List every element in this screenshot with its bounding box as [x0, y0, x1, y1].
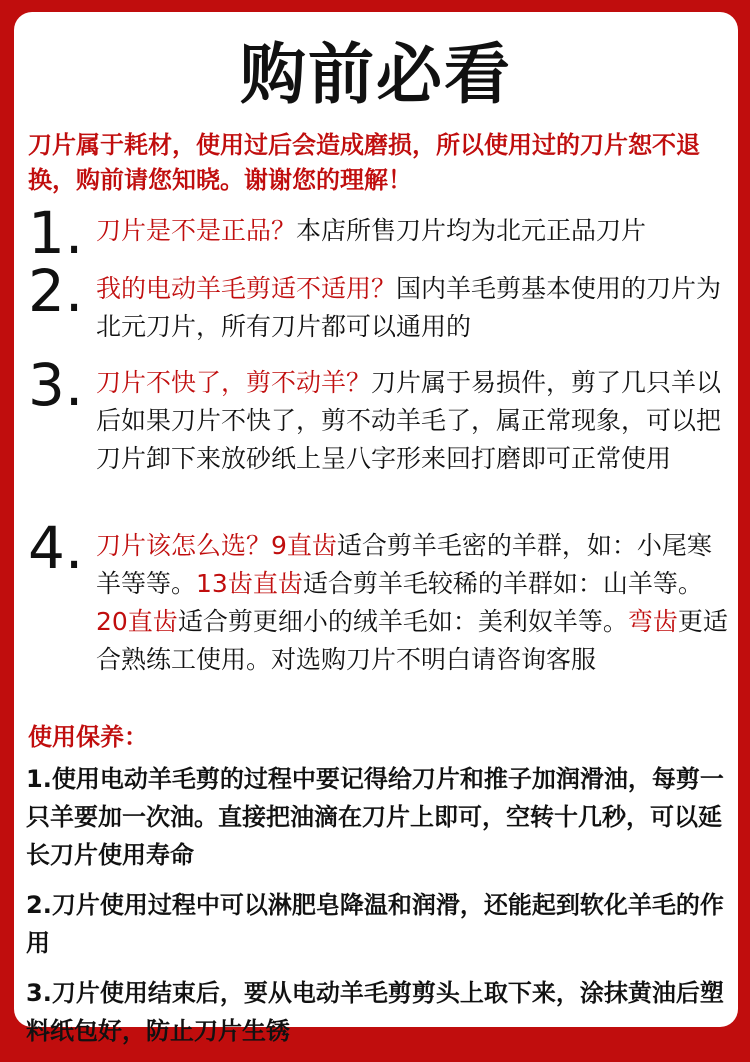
faq-number: 3.: [28, 351, 84, 419]
faq-answer: 本店所售刀片均为北元正品刀片: [296, 216, 647, 245]
faq-answer: 国内羊毛剪基本使用的刀片为北元刀片，所有刀片都可以通用的: [96, 274, 722, 341]
page-title: 购前必看: [240, 36, 512, 113]
maintenance-list: [26, 760, 734, 1062]
faq-text: [96, 364, 728, 478]
maintenance-point: 1.使用电动羊毛剪的过程中要记得给刀片和推子加润滑油，每剪一只羊要加一次油。直接把油滴在刀片上即可，空转十几秒，可以延长刀片使用寿命: [26, 765, 724, 869]
faq-text: [96, 527, 728, 679]
notice-card: [14, 12, 738, 1045]
blade-type-13: 13齿直齿: [196, 569, 303, 598]
faq-question: 刀片该怎么选？: [96, 531, 272, 560]
faq-list: [14, 199, 738, 687]
blade-desc-13: 适合剪羊毛较稀的羊群如：山羊等。: [302, 569, 703, 598]
blade-type-curved: 弯齿: [627, 607, 678, 636]
faq-question: 刀片不快了，剪不动羊？: [96, 368, 372, 397]
faq-number: 1.: [28, 199, 84, 267]
faq-item-2: [14, 257, 738, 356]
faq-answer: 刀片属于易损件，剪了几只羊以后如果刀片不快了，剪不动羊毛了，属正常现象，可以把刀片卸下来放砂纸上呈八字形来回打磨即可正常使用: [96, 368, 722, 473]
faq-item-4: [14, 514, 738, 679]
maintenance-point: 3.刀片使用结束后，要从电动羊毛剪剪头上取下来，涂抹黄油后塑料纸包好，防止刀片生锈: [26, 979, 724, 1045]
blade-type-9: 9直齿: [271, 531, 337, 560]
faq-question: 刀片是不是正品？: [96, 216, 297, 245]
blade-type-20: 20直齿: [96, 607, 178, 636]
blade-desc-20: 适合剪更细小的绒羊毛如：美利奴羊等。: [177, 607, 628, 636]
faq-item-1: [14, 199, 738, 267]
maintenance-point: 2.刀片使用过程中可以淋肥皂降温和润滑，还能起到软化羊毛的作用: [26, 891, 724, 957]
faq-text: [96, 270, 728, 346]
faq-question: 我的电动羊毛剪适不适用？: [96, 274, 397, 303]
no-return-notice: 刀片属于耗材，使用过后会造成磨损，所以使用过的刀片恕不退换，购前请您知晓。谢谢您的理解！: [28, 131, 700, 194]
maintenance-heading: 使用保养：: [28, 723, 148, 751]
faq-number: 2.: [28, 257, 84, 325]
faq-item-3: [14, 351, 738, 519]
faq-text: [96, 212, 728, 250]
blade-desc-curved: 更适合熟练工使用。对选购刀片不明白请咨询客服: [96, 607, 728, 674]
faq-number: 4.: [28, 514, 84, 582]
blade-desc-9: 适合剪羊毛密的羊群，如：小尾寒羊等等。: [96, 531, 712, 598]
